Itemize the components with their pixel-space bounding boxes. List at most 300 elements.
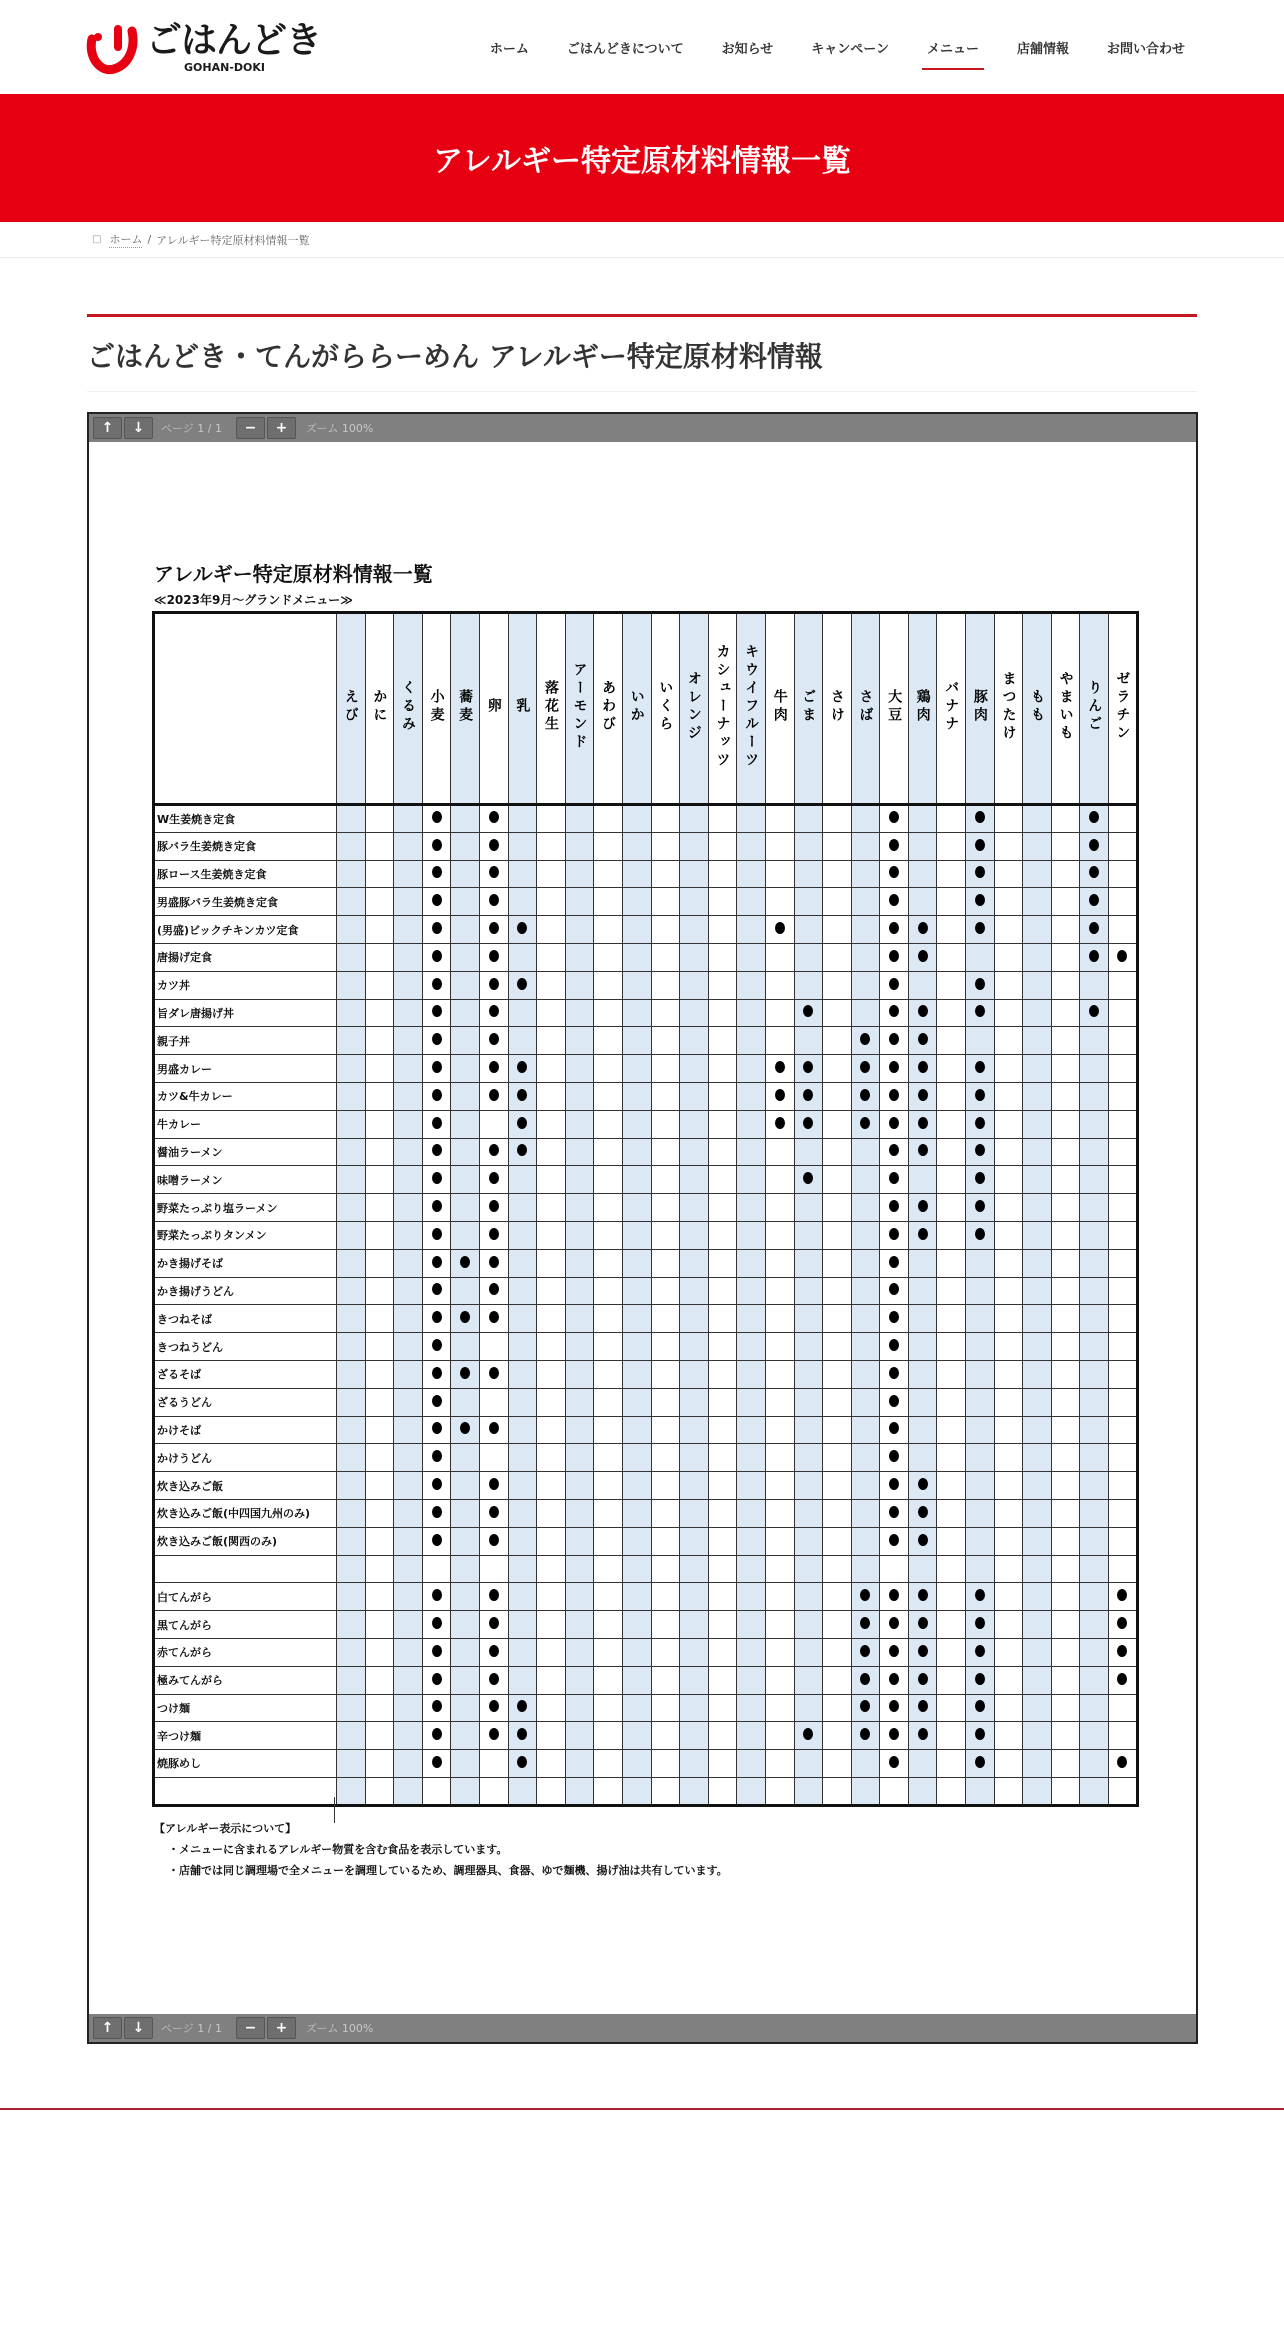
allergen-cell <box>851 1138 880 1166</box>
next-page-button[interactable] <box>124 417 153 439</box>
column-header-label: 豚肉 <box>971 689 988 725</box>
allergen-mark-icon <box>489 1228 499 1240</box>
allergen-cell <box>451 916 480 944</box>
allergen-cell <box>851 1444 880 1472</box>
nav-home[interactable]: ホーム <box>489 41 529 57</box>
allergen-mark-icon <box>775 1089 785 1101</box>
allergen-cell <box>1023 1722 1052 1750</box>
allergen-mark-icon <box>1089 950 1099 962</box>
table-row <box>154 1305 1138 1333</box>
allergen-cell <box>651 832 680 860</box>
allergen-cell <box>1080 1666 1109 1694</box>
allergen-mark-icon <box>918 1673 928 1685</box>
allergen-cell <box>994 1638 1023 1666</box>
menu-item-name: かき揚げそば <box>154 1249 337 1277</box>
breadcrumb <box>0 222 1284 258</box>
allergen-cell <box>880 1583 909 1611</box>
allergen-cell <box>1080 1527 1109 1555</box>
allergen-cell <box>422 1472 451 1500</box>
allergen-cell <box>451 1472 480 1500</box>
allergen-cell <box>823 1666 852 1694</box>
allergen-cell <box>1023 1750 1052 1778</box>
arrow-down-icon: ↓ <box>132 2020 145 2036</box>
allergen-cell <box>737 1611 766 1639</box>
allergen-mark-icon <box>489 1673 499 1685</box>
zoom-in-button[interactable] <box>267 417 296 439</box>
allergen-cell <box>994 916 1023 944</box>
nav-campaign[interactable]: キャンペーン <box>811 41 889 57</box>
allergen-cell <box>594 1138 623 1166</box>
allergen-cell <box>966 1055 995 1083</box>
allergen-cell <box>1023 1194 1052 1222</box>
allergen-cell <box>594 1166 623 1194</box>
allergen-cell <box>337 1249 366 1277</box>
allergen-cell <box>1109 888 1138 916</box>
allergen-cell <box>994 1138 1023 1166</box>
allergen-cell <box>537 1305 566 1333</box>
allergen-cell <box>1051 1694 1080 1722</box>
allergen-mark-icon <box>889 1172 899 1184</box>
allergen-mark-icon <box>889 839 899 851</box>
allergen-cell <box>851 1666 880 1694</box>
menu-item-name: きつねそば <box>154 1305 337 1333</box>
allergen-cell <box>508 1055 537 1083</box>
allergen-cell <box>966 805 995 833</box>
allergen-cell <box>365 1555 394 1583</box>
allergen-mark-icon <box>975 1645 985 1657</box>
allergen-cell <box>394 860 423 888</box>
allergen-cell <box>365 1666 394 1694</box>
allergen-mark-icon <box>918 1645 928 1657</box>
allergen-cell <box>765 1499 794 1527</box>
allergen-cell <box>823 1583 852 1611</box>
allergen-cell <box>708 1666 737 1694</box>
allergen-mark-icon <box>975 1089 985 1101</box>
allergen-cell <box>765 1221 794 1249</box>
allergen-cell <box>565 1444 594 1472</box>
next-page-button[interactable] <box>124 2017 153 2039</box>
column-header <box>594 613 623 805</box>
allergen-cell <box>851 1027 880 1055</box>
allergen-cell <box>908 1722 937 1750</box>
allergen-cell <box>794 1305 823 1333</box>
allergen-cell <box>1109 943 1138 971</box>
allergen-cell <box>479 1166 508 1194</box>
allergen-cell <box>880 888 909 916</box>
allergen-cell <box>508 888 537 916</box>
allergen-cell <box>937 1360 966 1388</box>
allergen-cell <box>565 1416 594 1444</box>
allergen-cell <box>479 1666 508 1694</box>
allergen-cell <box>880 1416 909 1444</box>
allergen-cell <box>337 1138 366 1166</box>
allergen-cell <box>508 916 537 944</box>
allergen-cell <box>622 943 651 971</box>
allergen-cell <box>337 832 366 860</box>
allergen-mark-icon <box>889 1756 899 1768</box>
allergen-cell <box>794 1722 823 1750</box>
table-row <box>154 1194 1138 1222</box>
allergen-cell <box>1051 943 1080 971</box>
global-nav <box>471 0 1204 94</box>
allergen-cell <box>880 860 909 888</box>
allergen-cell <box>994 832 1023 860</box>
allergen-cell <box>337 1583 366 1611</box>
nav-news[interactable]: お知らせ <box>721 41 774 57</box>
allergen-mark-icon <box>489 978 499 990</box>
breadcrumb-separator: / <box>147 233 152 246</box>
allergen-cell <box>1080 1221 1109 1249</box>
allergen-cell <box>565 1750 594 1778</box>
allergen-cell <box>394 1360 423 1388</box>
document-subtitle: ≪2023年9月～グランドメニュー≫ <box>154 593 353 607</box>
allergen-cell <box>394 1499 423 1527</box>
allergen-cell <box>794 1138 823 1166</box>
allergen-cell <box>765 1750 794 1778</box>
allergen-cell <box>1080 832 1109 860</box>
allergen-cell <box>794 971 823 999</box>
allergen-cell <box>708 1277 737 1305</box>
zoom-out-button[interactable] <box>236 417 265 439</box>
allergen-cell <box>937 1082 966 1110</box>
allergen-cell <box>737 999 766 1027</box>
allergen-mark-icon <box>489 1172 499 1184</box>
allergen-cell <box>680 805 709 833</box>
allergen-cell <box>451 1082 480 1110</box>
allergen-cell <box>966 1110 995 1138</box>
allergen-mark-icon <box>889 1673 899 1685</box>
table-row <box>154 1138 1138 1166</box>
allergen-cell <box>937 1027 966 1055</box>
allergen-cell <box>937 943 966 971</box>
allergen-cell <box>994 1388 1023 1416</box>
menu-item-name: カツ丼 <box>154 971 337 999</box>
column-header <box>537 613 566 805</box>
allergen-cell <box>680 1638 709 1666</box>
allergen-cell <box>337 1666 366 1694</box>
allergen-mark-icon <box>489 1422 499 1434</box>
allergen-cell <box>823 1305 852 1333</box>
allergen-cell <box>622 1333 651 1361</box>
zoom-in-button[interactable] <box>267 2017 296 2039</box>
allergen-cell <box>708 943 737 971</box>
allergen-cell <box>394 888 423 916</box>
allergen-cell <box>394 1194 423 1222</box>
allergen-cell <box>937 999 966 1027</box>
allergen-mark-icon <box>432 1367 442 1379</box>
allergen-mark-icon <box>775 1117 785 1129</box>
allergen-mark-icon <box>489 1589 499 1601</box>
table-row <box>154 1388 1138 1416</box>
column-header-label: オレンジ <box>685 671 702 743</box>
allergen-cell <box>422 1444 451 1472</box>
allergen-cell <box>565 1138 594 1166</box>
arrow-up-icon: ↑ <box>101 420 114 436</box>
allergen-cell <box>937 1722 966 1750</box>
allergen-cell <box>708 1416 737 1444</box>
allergen-cell <box>451 943 480 971</box>
allergen-cell <box>1023 1138 1052 1166</box>
allergen-cell <box>823 1333 852 1361</box>
allergen-mark-icon <box>432 1700 442 1712</box>
allergen-cell <box>937 1249 966 1277</box>
allergen-cell <box>337 1305 366 1333</box>
allergen-cell <box>1109 1416 1138 1444</box>
allergen-cell <box>479 1638 508 1666</box>
allergen-cell <box>537 1722 566 1750</box>
allergen-cell <box>479 1360 508 1388</box>
allergen-cell <box>708 1110 737 1138</box>
allergen-cell <box>451 1305 480 1333</box>
menu-item-name: 牛カレー <box>154 1110 337 1138</box>
nav-contact[interactable]: お問い合わせ <box>1106 41 1185 57</box>
allergen-cell <box>1023 1499 1052 1527</box>
allergen-cell <box>479 1221 508 1249</box>
allergen-cell <box>451 1388 480 1416</box>
allergen-cell <box>1109 1611 1138 1639</box>
allergen-cell <box>794 888 823 916</box>
table-row <box>154 1027 1138 1055</box>
allergen-cell <box>880 999 909 1027</box>
allergen-cell <box>737 1166 766 1194</box>
allergen-cell <box>1109 1249 1138 1277</box>
allergen-cell <box>1080 999 1109 1027</box>
allergen-mark-icon <box>432 811 442 823</box>
allergen-cell <box>1023 1388 1052 1416</box>
allergen-cell <box>451 971 480 999</box>
allergen-cell <box>880 1221 909 1249</box>
allergen-cell <box>1023 1221 1052 1249</box>
allergen-cell <box>594 1194 623 1222</box>
allergen-cell <box>365 999 394 1027</box>
table-row <box>154 1611 1138 1639</box>
allergen-cell <box>537 1499 566 1527</box>
allergen-mark-icon <box>975 1117 985 1129</box>
allergen-cell <box>394 1583 423 1611</box>
allergen-mark-icon <box>918 1117 928 1129</box>
allergen-cell <box>737 1194 766 1222</box>
allergen-mark-icon <box>918 950 928 962</box>
allergen-cell <box>337 1555 366 1583</box>
allergen-cell <box>422 1555 451 1583</box>
table-row <box>154 1666 1138 1694</box>
allergen-cell <box>365 1388 394 1416</box>
allergen-cell <box>1023 1611 1052 1639</box>
allergen-cell <box>680 1722 709 1750</box>
allergen-cell <box>708 1082 737 1110</box>
allergen-cell <box>565 1277 594 1305</box>
allergen-mark-icon <box>432 1589 442 1601</box>
table-row <box>154 1110 1138 1138</box>
allergen-mark-icon <box>432 978 442 990</box>
allergen-cell <box>1109 1555 1138 1583</box>
allergen-cell <box>1080 916 1109 944</box>
nav-stores[interactable]: 店舗情報 <box>1016 41 1069 57</box>
allergen-cell <box>737 1249 766 1277</box>
allergen-cell <box>365 916 394 944</box>
allergen-cell <box>451 832 480 860</box>
prev-page-button[interactable] <box>93 417 122 439</box>
allergen-mark-icon <box>460 1311 470 1323</box>
column-header <box>479 613 508 805</box>
allergen-cell <box>651 1166 680 1194</box>
allergen-cell <box>966 1221 995 1249</box>
allergen-cell <box>880 1277 909 1305</box>
allergen-mark-icon <box>803 1172 813 1184</box>
allergen-cell <box>422 1249 451 1277</box>
menu-item-name <box>154 1777 337 1805</box>
allergen-cell <box>765 860 794 888</box>
allergen-mark-icon <box>432 922 442 934</box>
allergen-cell <box>708 1638 737 1666</box>
allergen-cell <box>708 1499 737 1527</box>
allergen-cell <box>1051 1583 1080 1611</box>
allergen-cell <box>651 1277 680 1305</box>
breadcrumb-home-link[interactable]: ホーム <box>109 233 143 246</box>
allergen-cell <box>1023 1638 1052 1666</box>
allergen-cell <box>651 916 680 944</box>
nav-menu[interactable]: メニュー <box>908 0 998 94</box>
column-header-label: えび <box>342 689 359 725</box>
allergen-cell <box>337 1527 366 1555</box>
allergen-cell <box>1080 1722 1109 1750</box>
column-header <box>823 613 852 805</box>
allergen-cell <box>479 1416 508 1444</box>
nav-about[interactable]: ごはんどきについて <box>566 41 684 57</box>
allergen-cell <box>1109 1082 1138 1110</box>
column-header <box>994 613 1023 805</box>
allergen-cell <box>680 1555 709 1583</box>
allergen-mark-icon <box>918 1144 928 1156</box>
allergen-mark-icon <box>1117 1756 1127 1768</box>
allergen-cell <box>422 971 451 999</box>
menu-item-name: 味噌ラーメン <box>154 1166 337 1194</box>
allergen-cell <box>394 1555 423 1583</box>
allergen-cell <box>851 1611 880 1639</box>
menu-item-name: 豚バラ生姜焼き定食 <box>154 832 337 860</box>
allergen-mark-icon <box>889 1478 899 1490</box>
allergen-cell <box>565 1166 594 1194</box>
allergen-cell <box>451 1777 480 1805</box>
allergen-cell <box>880 1082 909 1110</box>
allergen-cell <box>737 1221 766 1249</box>
allergen-mark-icon <box>889 1589 899 1601</box>
allergen-cell <box>337 1110 366 1138</box>
allergen-cell <box>794 1166 823 1194</box>
allergen-cell <box>537 1360 566 1388</box>
allergen-mark-icon <box>889 1700 899 1712</box>
allergen-cell <box>451 888 480 916</box>
allergen-mark-icon <box>432 1005 442 1017</box>
allergen-cell <box>1109 1472 1138 1500</box>
allergen-mark-icon <box>489 1311 499 1323</box>
allergen-cell <box>823 1027 852 1055</box>
allergen-cell <box>823 1221 852 1249</box>
allergen-cell <box>994 888 1023 916</box>
allergen-cell <box>908 1305 937 1333</box>
allergen-cell <box>1080 888 1109 916</box>
allergen-cell <box>737 1694 766 1722</box>
allergen-cell <box>1051 805 1080 833</box>
allergen-cell <box>451 1611 480 1639</box>
allergen-cell <box>737 1416 766 1444</box>
allergen-cell <box>622 1027 651 1055</box>
allergen-cell <box>565 1360 594 1388</box>
allergen-cell <box>422 1055 451 1083</box>
zoom-out-button[interactable] <box>236 2017 265 2039</box>
allergen-cell <box>565 1388 594 1416</box>
allergen-cell <box>479 888 508 916</box>
allergen-cell <box>823 999 852 1027</box>
site-logo[interactable] <box>86 16 342 78</box>
allergen-cell <box>765 1194 794 1222</box>
allergen-cell <box>966 1360 995 1388</box>
arrow-up-icon: ↑ <box>101 2020 114 2036</box>
allergen-cell <box>1023 1777 1052 1805</box>
allergen-cell <box>937 971 966 999</box>
menu-item-name: 野菜たっぷりタンメン <box>154 1221 337 1249</box>
allergen-cell <box>422 999 451 1027</box>
allergen-cell <box>823 1444 852 1472</box>
allergen-cell <box>1023 805 1052 833</box>
allergen-cell <box>851 1499 880 1527</box>
allergen-cell <box>1023 943 1052 971</box>
allergen-cell <box>451 1666 480 1694</box>
allergen-cell <box>1051 1082 1080 1110</box>
allergen-cell <box>1051 1527 1080 1555</box>
allergen-mark-icon <box>975 978 985 990</box>
allergen-cell <box>680 832 709 860</box>
allergen-cell <box>737 1277 766 1305</box>
allergen-cell <box>794 1777 823 1805</box>
allergen-mark-icon <box>1089 922 1099 934</box>
allergen-cell <box>651 1249 680 1277</box>
allergen-cell <box>565 1221 594 1249</box>
column-header-label: 落花生 <box>542 680 559 734</box>
allergen-cell <box>680 1777 709 1805</box>
allergen-cell <box>994 1027 1023 1055</box>
allergen-cell <box>737 1472 766 1500</box>
prev-page-button[interactable] <box>93 2017 122 2039</box>
column-header <box>937 613 966 805</box>
allergen-cell <box>966 999 995 1027</box>
allergen-cell <box>1080 971 1109 999</box>
allergen-cell <box>422 1110 451 1138</box>
allergen-cell <box>1051 1638 1080 1666</box>
allergen-cell <box>1109 1388 1138 1416</box>
allergen-cell <box>537 943 566 971</box>
allergen-mark-icon <box>432 1756 442 1768</box>
allergen-cell <box>365 943 394 971</box>
table-row <box>154 1277 1138 1305</box>
allergen-cell <box>880 1638 909 1666</box>
allergen-cell <box>1109 1333 1138 1361</box>
allergen-cell <box>737 805 766 833</box>
allergen-cell <box>479 1722 508 1750</box>
allergen-cell <box>394 1666 423 1694</box>
allergen-mark-icon <box>489 1700 499 1712</box>
allergen-cell <box>1109 1777 1138 1805</box>
allergen-cell <box>937 1221 966 1249</box>
allergen-cell <box>622 1416 651 1444</box>
allergen-cell <box>1023 1305 1052 1333</box>
allergen-cell <box>622 1305 651 1333</box>
allergen-cell <box>565 971 594 999</box>
allergen-cell <box>508 1611 537 1639</box>
allergen-cell <box>966 1333 995 1361</box>
allergen-cell <box>823 1555 852 1583</box>
allergen-cell <box>851 805 880 833</box>
